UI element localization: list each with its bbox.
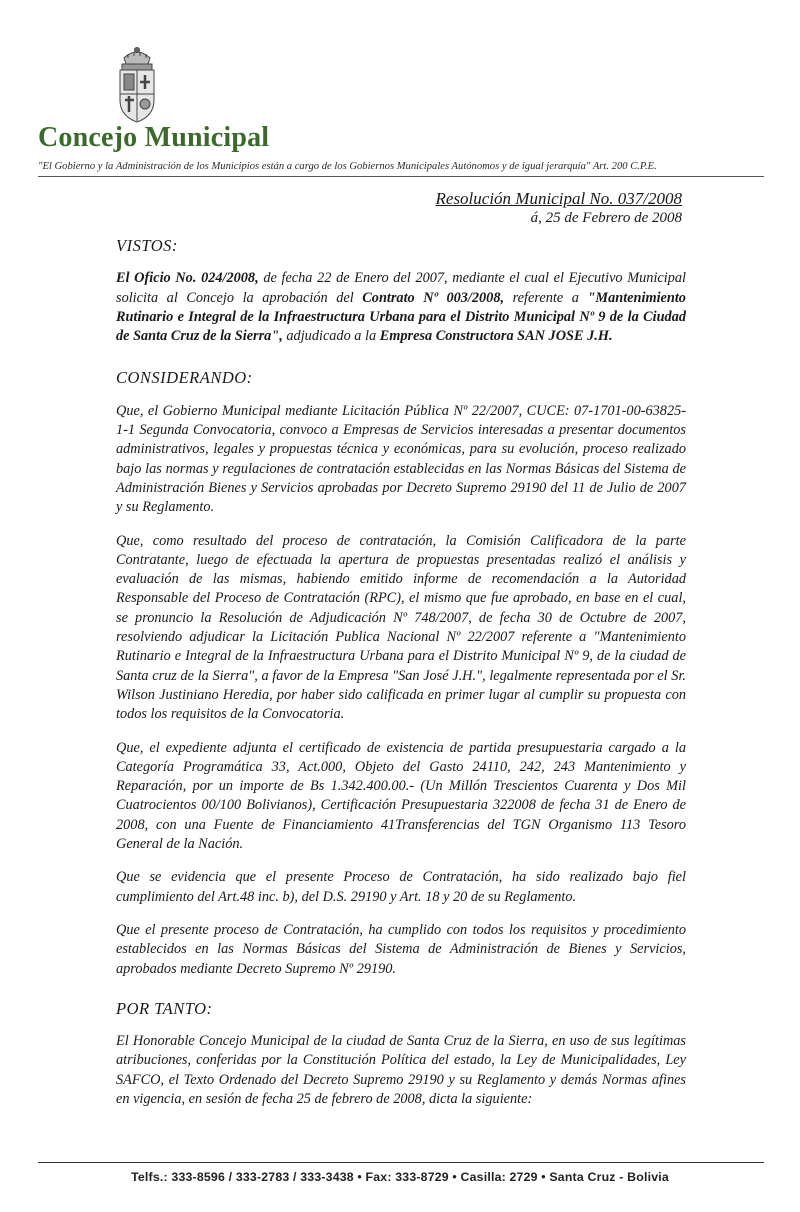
resolution-number: Resolución Municipal No. 037/2008 [435, 189, 682, 208]
considerando-paragraph: Que el presente proceso de Contratación, ha cumplido con todos los requisitos y procedimiento establecidos en las Normas Básicas del Sistema de Administración de Bienes y Servicios, aprobados mediante Decreto Supremo Nº 29190. [116, 921, 686, 977]
portanto-paragraph: El Honorable Concejo Municipal de la ciudad de Santa Cruz de la Sierra, en uso de sus legítimas atribuciones, conferidas por la Constitución Política del estado, la Ley de Municipalidades, Ley SAFCO, el Texto Ordenado del Decreto Supremo 29190 y su Reglamento y demás Normas afines en vigencia, en sesión de fecha 25 de febrero de 2008, dicta la siguiente: [116, 1033, 686, 1107]
organization-name: Concejo Municipal [38, 122, 270, 153]
footer-contact: Telfs.: 333-8596 / 333-2783 / 333-3438 • Fax: 333-8729 • Casilla: 2729 • Santa Cruz - Bolivia [131, 1170, 669, 1184]
document-body [116, 236, 686, 1123]
resolution-block [436, 189, 682, 227]
motto-quote: "El Gobierno y la Administración de los Municipios están a cargo de los Gobiernos Municipales Autónomos y de igual jerarquía" Art. 200 C.P.E. [38, 161, 657, 172]
oficio-reference: El Oficio No. 024/2008, [116, 270, 259, 287]
considerando-paragraph: Que, el expediente adjunta el certificado de existencia de partida presupuestaria cargado a la Categoría Programática 33, Act.000, Objeto del Gasto 24110, 242, 243 Mantenimiento y Reparación, por un importe de Bs 1.342.400.00.- (Un Millón Trescientos Cuarenta y Dos Mil Cuatrocientos 00/100 Bolivianos), Certificación Presupuestaria 322008 de fecha 31 de Enero de 2008, con una Fuente de Financiamiento 41Transferencias del TGN Organismo 113 Tesoro General de la Nación. [116, 739, 686, 853]
vistos-heading: VISTOS: [116, 236, 178, 255]
contract-reference: Contrato Nº 003/2008, [362, 289, 505, 306]
portanto-heading: POR TANTO: [116, 998, 213, 1018]
header-divider [38, 176, 764, 177]
considerando-heading: CONSIDERANDO: [116, 368, 253, 388]
footer-divider [38, 1162, 764, 1163]
coat-of-arms-icon [112, 44, 162, 126]
dicta-closing: dicta la siguiente: [429, 1090, 533, 1107]
vistos-paragraph: El Oficio No. 024/2008, de fecha 22 de Enero del 2007, mediante el cual el Ejecutivo Municipal solicita al Concejo la aprobación del Contrato Nº 003/2008, referente a "Mantenimiento Rutinario e Integral de la Infraestructura Urbana para el Distrito Municipal Nº 9 de la Ciudad de Santa Cruz de la Sierra", adjudicado a la Empresa Constructora SAN JOSE J.H. [116, 270, 686, 345]
considerando-paragraph: Que, el Gobierno Municipal mediante Licitación Pública Nº 22/2007, CUCE: 07-1701-00-63825-1-1 Segunda Convocatoria, convoco a Empresas de Servicios interesadas a presentar documentos administrativos, legales y propuestas técnica y económicas, para su evolución, proceso realizado bajo las normas y regulaciones de contratación establecidas en las Normas Básicas del Sistema de Administración Bienes y Servicios aprobadas por Decreto Supremo 29190 del 11 de Julio de 2007 y su Reglamento. [116, 402, 686, 516]
project-title: "Mantenimiento Rutinario e Integral de la Infraestructura Urbana para el Distrito Municipal Nº 9 de la Ciudad de Santa Cruz de la Sierra", [116, 289, 686, 345]
company-name: Empresa Constructora SAN JOSE J.H. [379, 328, 613, 345]
resolution-date: á, 25 de Febrero de 2008 [530, 210, 682, 226]
considerando-paragraph: Que, como resultado del proceso de contratación, la Comisión Calificadora de la parte Contratante, luego de efectuada la apertura de propuestas presentadas realizó el análisis y evaluación de las mismas, habiendo emitido informe de recomendación a la Autoridad Responsable del Proceso de Contratación (RPC), el mismo que fue aprobado, en base en el cual, se pronuncio la Resolución de Adjudicación Nº 748/2007, de fecha 30 de Octubre de 2007, resolviendo adjudicar la Licitación Publica Nacional Nº 22/2007 referente a "Mantenimiento Rutinario e Integral de la Infraestructura Urbana para el Distrito Municipal Nº 9, de la ciudad de Santa cruz de la Sierra", a favor de la Empresa "San José J.H.", legalmente representada por el Sr. Wilson Justiniano Heredia, por haber sido calificada en primer lugar al cumplir su propuesta con todos los requisitos de la Convocatoria. [116, 532, 686, 723]
considerando-paragraph: Que se evidencia que el presente Proceso de Contratación, ha sido realizado bajo fiel cumplimiento del Art.48 inc. b), del D.S. 29190 y Art. 18 y 20 de su Reglamento. [116, 869, 686, 905]
